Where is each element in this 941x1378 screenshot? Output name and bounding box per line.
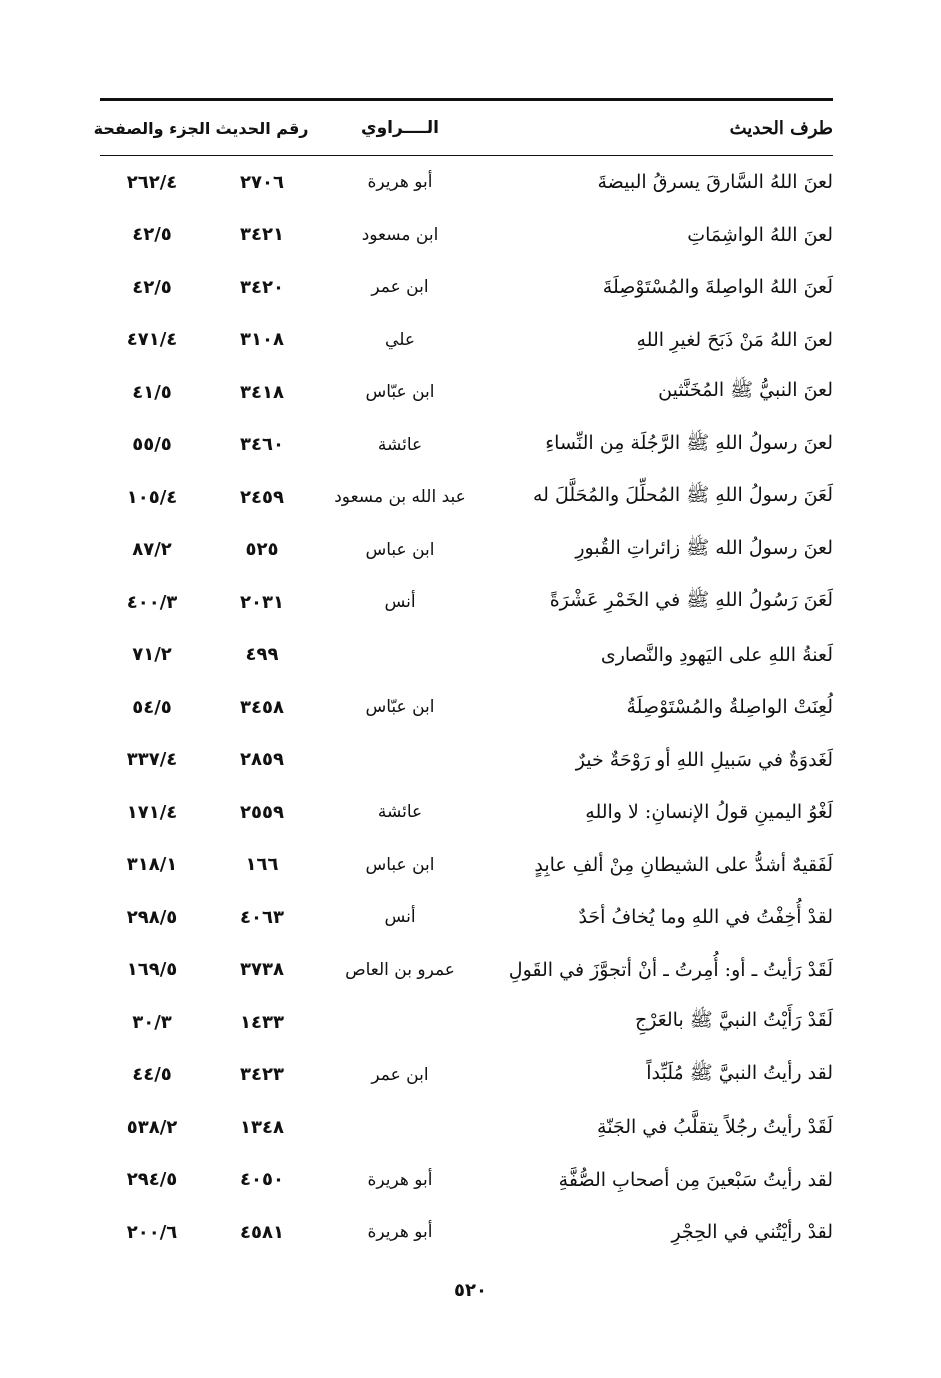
cell-number: ٣٧٣٨ xyxy=(240,959,284,981)
cell-hadith: لعنَ النبيُّ ﷺ المُخَنَّثين xyxy=(658,379,833,402)
cell-volume-page: ٤١/٥ xyxy=(132,381,172,403)
cell-rawi: ابن عباس xyxy=(365,854,435,875)
cell-rawi: علي xyxy=(385,329,415,350)
table-row xyxy=(100,524,833,577)
cell-number: ٣٤٥٨ xyxy=(240,696,284,718)
cell-number: ٢٠٣١ xyxy=(240,591,284,613)
cell-volume-page: ٥٤/٥ xyxy=(132,696,172,718)
cell-hadith: لعنَ رسولُ الله ﷺ زائراتِ القُبورِ xyxy=(575,536,833,559)
cell-rawi: عبد الله بن مسعود xyxy=(334,487,466,508)
cell-hadith: لَعنَ اللهُ الواصِلةَ والمُسْتَوْصِلَةَ xyxy=(602,276,833,299)
cell-volume-page: ٤٠٠/٣ xyxy=(126,591,178,613)
cell-rawi: أبو هريرة xyxy=(367,1169,433,1190)
cell-number: ٤٩٩ xyxy=(245,644,279,666)
cell-hadith: لقد رأيتُ النبيَّ ﷺ مُلَبِّداً xyxy=(646,1061,833,1084)
cell-rawi: عمرو بن العاص xyxy=(345,959,455,980)
cell-hadith: لقدْ أُخِفْتُ في اللهِ وما يُخافُ أحَدٌ xyxy=(578,906,833,929)
table-row xyxy=(100,156,833,209)
cell-volume-page: ٢٠٠/٦ xyxy=(126,1221,178,1243)
cell-number: ٢٨٥٩ xyxy=(240,749,284,771)
cell-rawi: ابن عمر xyxy=(371,1064,429,1085)
cell-hadith: لعنَ اللهُ السَّارقَ يسرقُ البيضةَ xyxy=(597,171,833,194)
cell-rawi: أبو هريرة xyxy=(367,172,433,193)
cell-rawi: أنس xyxy=(384,592,416,613)
cell-volume-page: ٢٦٢/٤ xyxy=(126,171,178,193)
cell-rawi xyxy=(310,734,490,787)
cell-rawi: ابن عبّاس xyxy=(365,697,435,718)
table-body xyxy=(100,156,833,1259)
cell-rawi: ابن مسعود xyxy=(361,224,439,245)
table-row xyxy=(100,576,833,629)
cell-hadith: لَقَدْ رَأَيْتُ النبيَّ ﷺ بالعَرْجِ xyxy=(634,1009,833,1032)
table-row xyxy=(100,1049,833,1102)
cell-volume-page: ٢٩٨/٥ xyxy=(126,906,178,928)
cell-number: ٣٤٢٣ xyxy=(240,1064,284,1086)
cell-volume-page: ٤٢/٥ xyxy=(132,276,172,298)
header-hadith: طرف الحديث xyxy=(729,117,833,139)
cell-rawi: عائشة xyxy=(377,434,423,455)
cell-hadith: لُعِنَتْ الواصِلةُ والمُسْتَوْصِلَةُ xyxy=(626,696,833,719)
table-row xyxy=(100,681,833,734)
cell-number: ٣٤١٨ xyxy=(240,381,284,403)
cell-volume-page: ٣٣٧/٤ xyxy=(126,749,178,771)
cell-hadith: لَقَدْ رأيتُ رجُلاً يتقلَّبُ في الجَنّةِ xyxy=(597,1116,833,1139)
table-row xyxy=(100,1154,833,1207)
cell-number: ٢٧٠٦ xyxy=(240,171,284,193)
cell-rawi xyxy=(310,1101,490,1154)
cell-number: ١٦٦ xyxy=(245,854,279,876)
table-row xyxy=(100,471,833,524)
cell-hadith: لَعَنَ رَسُولُ اللهِ ﷺ في الخَمْرِ عَشْرَةً xyxy=(549,589,833,612)
table-row xyxy=(100,734,833,787)
table-row xyxy=(100,891,833,944)
cell-volume-page: ١٧١/٤ xyxy=(126,801,178,823)
cell-volume-page: ١٦٩/٥ xyxy=(126,959,178,981)
cell-volume-page: ١٠٥/٤ xyxy=(126,486,178,508)
header-number: رقم الحديث xyxy=(215,118,309,138)
cell-volume-page: ٥٣٨/٢ xyxy=(126,1116,178,1138)
cell-rawi: أنس xyxy=(384,907,416,928)
table-row xyxy=(100,366,833,419)
page-number: ٥٢٠ xyxy=(454,1280,487,1301)
cell-hadith: لعنَ اللهُ الواشِمَاتِ xyxy=(687,223,833,246)
cell-hadith: لقدْ رأيْتُني في الحِجْرِ xyxy=(671,1221,833,1244)
cell-rawi: ابن عبّاس xyxy=(365,382,435,403)
table-row xyxy=(100,629,833,682)
cell-number: ٣٤٦٠ xyxy=(240,434,284,456)
cell-volume-page: ٢٩٤/٥ xyxy=(126,1169,178,1191)
cell-number: ٣١٠٨ xyxy=(240,329,284,351)
table-row xyxy=(100,261,833,314)
table-row xyxy=(100,209,833,262)
cell-volume-page: ٣١٨/١ xyxy=(126,854,178,876)
cell-rawi: ابن عباس xyxy=(365,539,435,560)
cell-rawi xyxy=(310,996,490,1049)
table-row xyxy=(100,1206,833,1259)
cell-number: ٤٠٥٠ xyxy=(240,1169,284,1191)
hadith-index-table xyxy=(93,98,833,1259)
cell-volume-page: ٤٢/٥ xyxy=(132,224,172,246)
cell-hadith: لعنَ اللهُ مَنْ ذَبَحَ لغيرِ اللهِ xyxy=(636,328,833,351)
cell-hadith: لَعَنَ رسولُ اللهِ ﷺ المُحلِّلَ والمُحَلَّلَ له xyxy=(532,484,833,507)
cell-number: ٢٤٥٩ xyxy=(240,486,284,508)
cell-volume-page: ٧١/٢ xyxy=(132,644,172,666)
cell-number: ٤٥٨١ xyxy=(240,1221,284,1243)
cell-rawi: ابن عمر xyxy=(371,277,429,298)
table-row xyxy=(100,786,833,839)
cell-hadith: لَقَدْ رَأيتُ ـ أو: أُمِرتُ ـ أنْ أتجوَّزَ في القَولِ xyxy=(508,958,833,981)
cell-number: ٣٤٢٠ xyxy=(240,276,284,298)
cell-hadith: لَغْوُ اليمينِ قولُ الإنسانِ: لا واللهِ xyxy=(585,801,833,824)
table-row xyxy=(100,314,833,367)
cell-rawi: أبو هريرة xyxy=(367,1222,433,1243)
table-row xyxy=(100,419,833,472)
cell-hadith: لَغَدوَةٌ في سَبيلِ اللهِ أو رَوْحَةٌ خيرٌ xyxy=(575,748,833,771)
cell-number: ٤٠٦٣ xyxy=(240,906,284,928)
cell-number: ٣٤٢١ xyxy=(240,224,284,246)
cell-number: ٥٢٥ xyxy=(245,539,279,561)
table-header xyxy=(93,101,833,155)
cell-hadith: لَفَقيهٌ أشدُّ على الشيطانِ مِنْ ألفِ عابِدٍ xyxy=(534,853,833,876)
cell-volume-page: ٨٧/٢ xyxy=(132,539,172,561)
table-row xyxy=(100,944,833,997)
table-row xyxy=(100,839,833,892)
cell-hadith: لقد رأيتُ سَبْعينَ مِن أصحابِ الصُّفَّةِ xyxy=(558,1168,833,1191)
cell-hadith: لَعنةُ اللهِ على اليَهودِ والنَّصارى xyxy=(600,643,833,666)
cell-volume-page: ٥٥/٥ xyxy=(132,434,172,456)
cell-number: ٢٥٥٩ xyxy=(240,801,284,823)
cell-volume-page: ٤٤/٥ xyxy=(132,1064,172,1086)
cell-rawi xyxy=(310,629,490,682)
cell-volume-page: ٣٠/٣ xyxy=(132,1011,172,1033)
cell-hadith: لعنَ رسولُ اللهِ ﷺ الرَّجُلَة مِن النِّساءِ xyxy=(545,431,833,454)
header-volume-page: الجزء والصفحة xyxy=(93,118,211,138)
table-row xyxy=(100,1101,833,1154)
cell-number: ١٤٣٣ xyxy=(240,1011,284,1033)
cell-number: ١٣٤٨ xyxy=(240,1116,284,1138)
cell-volume-page: ٤٧١/٤ xyxy=(126,329,178,351)
table-row xyxy=(100,996,833,1049)
header-rawi: الــــراوي xyxy=(361,118,440,138)
cell-rawi: عائشة xyxy=(377,802,423,823)
